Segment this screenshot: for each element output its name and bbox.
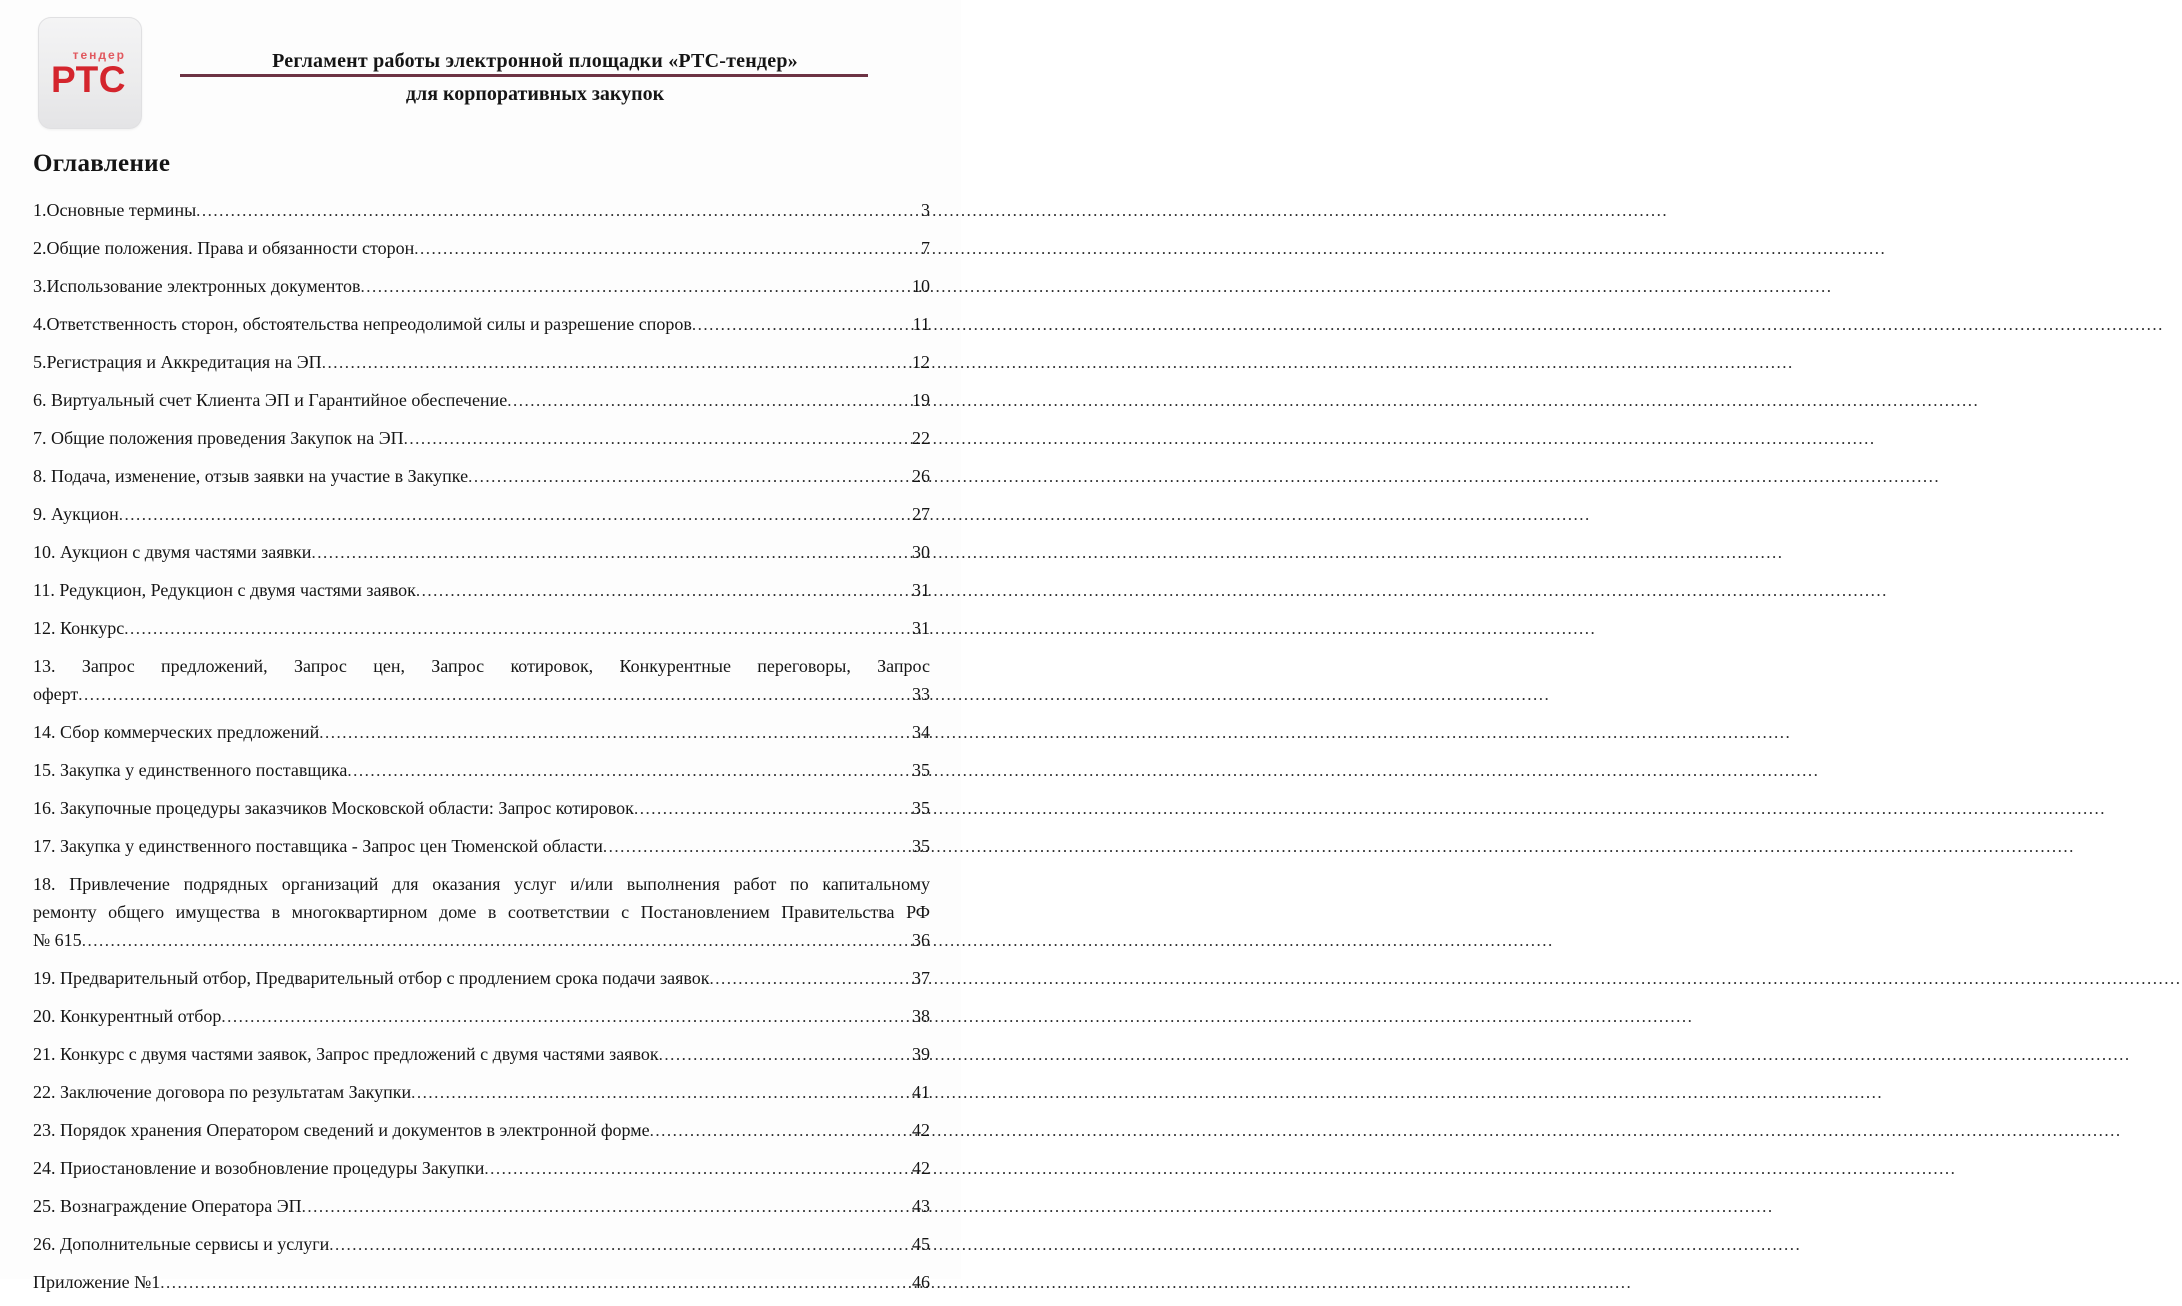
- toc-entry-last-line: [33, 614, 930, 643]
- toc-entry: [33, 386, 930, 415]
- toc-entry-label: 16. Закупочные процедуры заказчиков Московской области: Запрос котировок: [33, 798, 634, 818]
- toc-entry: [33, 1230, 930, 1259]
- toc-leader-dots: [414, 234, 920, 263]
- toc-leader-dots: [507, 386, 911, 415]
- toc-page-number: 31: [912, 580, 930, 600]
- toc-entry: [33, 1078, 930, 1107]
- toc-entry: [33, 576, 930, 605]
- toc-entry-last-line: [33, 272, 930, 301]
- toc-leader-dots: [347, 756, 911, 785]
- toc-entry-label: 17. Закупка у единственного поставщика - Запрос цен Тюменской области: [33, 836, 603, 856]
- toc-page-number: 10: [912, 276, 930, 296]
- toc-entry-last-line: [33, 234, 930, 263]
- toc-entry-label: 2.Общие положения. Права и обязанности сторон: [33, 238, 415, 258]
- toc-entry-label: 11. Редукцион, Редукцион с двумя частями заявок: [33, 580, 416, 600]
- toc-entry-label: 3.Использование электронных документов: [33, 276, 361, 296]
- toc-page-number: 38: [912, 1006, 930, 1026]
- toc-leader-dots: [484, 1154, 911, 1183]
- toc-entry-last-line: [33, 680, 930, 709]
- toc-leader-dots: [404, 424, 911, 453]
- toc-entry: [33, 462, 930, 491]
- toc-page-number: 35: [912, 760, 930, 780]
- toc-entry: [33, 832, 930, 861]
- toc-entry-last-line: [33, 462, 930, 491]
- toc-entry-last-line: [33, 196, 930, 225]
- toc-page-number: 41: [912, 1082, 930, 1102]
- toc-entry-last-line: [33, 1154, 930, 1183]
- toc-entry: [33, 964, 930, 993]
- toc-entry-last-line: [33, 832, 930, 861]
- toc-entry: [33, 424, 930, 453]
- toc-entry-last-line: [33, 386, 930, 415]
- toc-entry: [33, 500, 930, 529]
- toc-entry-last-line: [33, 1002, 930, 1031]
- toc-entry-last-line: [33, 1192, 930, 1221]
- toc-page-number: 27: [912, 504, 930, 524]
- toc-page-number: 35: [912, 798, 930, 818]
- toc-leader-dots: [160, 1268, 911, 1297]
- header-rule: [180, 74, 868, 77]
- toc-leader-dots: [119, 500, 911, 529]
- toc-entry-label: 7. Общие положения проведения Закупок на ЭП: [33, 428, 404, 448]
- toc-entry-label: 20. Конкурентный отбор: [33, 1006, 222, 1026]
- toc-entry: [33, 538, 930, 567]
- toc-entry: [33, 310, 930, 339]
- toc-page-number: 42: [912, 1158, 930, 1178]
- toc-leader-dots: [659, 1040, 911, 1069]
- toc-leader-dots: [411, 1078, 911, 1107]
- document-title-line2: для корпоративных закупок: [405, 83, 665, 105]
- toc-entry-label: 22. Заключение договора по результатам Закупки: [33, 1082, 412, 1102]
- toc-entry-text-line: 18. Привлечение подрядных организаций для оказания услуг и/или выполнения работ по капитальному: [33, 874, 930, 894]
- toc-page-number: 46: [912, 1272, 930, 1292]
- toc-leader-dots: [329, 1230, 911, 1259]
- toc-page-number: 31: [912, 618, 930, 638]
- toc-entry-last-line: [33, 756, 930, 785]
- document-title-line1: Регламент работы электронной площадки «РТС-тендер»: [272, 50, 798, 72]
- toc-page-number: 43: [912, 1196, 930, 1216]
- toc-entry-last-line: [33, 1116, 930, 1145]
- toc-leader-dots: [311, 538, 911, 567]
- toc-leader-dots: [468, 462, 911, 491]
- toc-entry-label: 19. Предварительный отбор, Предварительный отбор с продлением срока подачи заявок: [33, 968, 710, 988]
- toc-entry-text-line: ремонту общего имущества в многоквартирном доме в соответствии с Постановлением Правительства РФ: [33, 902, 930, 922]
- toc-entry-label: 25. Вознаграждение Оператора ЭП: [33, 1196, 302, 1216]
- toc-entry: [33, 1268, 930, 1297]
- rts-tender-logo: [38, 17, 142, 129]
- toc-page-number: 30: [912, 542, 930, 562]
- toc-entry-last-line: [33, 1040, 930, 1069]
- toc-entry-last-line: [33, 1230, 930, 1259]
- toc-entry: [33, 794, 930, 823]
- logo-text-block: [51, 49, 126, 98]
- document-page: [0, 0, 961, 1292]
- logo-tender-text: тендер: [72, 48, 126, 62]
- toc-entry: [33, 870, 930, 955]
- toc-leader-dots: [416, 576, 911, 605]
- toc-entry-last-line: [33, 538, 930, 567]
- toc-entry: [33, 718, 930, 747]
- toc-entry-label: 5.Регистрация и Аккредитация на ЭП: [33, 352, 322, 372]
- toc-entry-last-line: [33, 1268, 930, 1297]
- toc-entry-label: 10. Аукцион с двумя частями заявки: [33, 542, 312, 562]
- toc-leader-dots: [322, 348, 911, 377]
- toc-entry-last-line: [33, 926, 930, 955]
- toc-entry: [33, 1002, 930, 1031]
- toc-entry-label: 4.Ответственность сторон, обстоятельства непреодолимой силы и разрешение споров: [33, 314, 692, 334]
- toc-leader-dots: [603, 832, 911, 861]
- toc-entry: [33, 196, 930, 225]
- toc-list: [33, 196, 930, 1306]
- toc-leader-dots: [124, 614, 911, 643]
- toc-leader-dots: [196, 196, 920, 225]
- toc-entry-label: 12. Конкурс: [33, 618, 125, 638]
- toc-page-number: 37: [912, 968, 930, 988]
- toc-leader-dots: [692, 310, 912, 339]
- toc-entry-last-line: [33, 1078, 930, 1107]
- toc-leader-dots: [82, 926, 911, 955]
- toc-entry-label: оферт: [33, 684, 79, 704]
- toc-entry: [33, 1040, 930, 1069]
- toc-leader-dots: [650, 1116, 911, 1145]
- logo-rts-text: РТС: [50, 59, 126, 100]
- toc-leader-dots: [78, 680, 911, 709]
- toc-entry-last-line: [33, 794, 930, 823]
- toc-page-number: 26: [912, 466, 930, 486]
- toc-entry-last-line: [33, 424, 930, 453]
- toc-entry-label: 24. Приостановление и возобновление процедуры Закупки: [33, 1158, 485, 1178]
- toc-entry-last-line: [33, 964, 930, 993]
- toc-entry-label: 9. Аукцион: [33, 504, 119, 524]
- toc-entry-label: Приложение №1: [33, 1272, 161, 1292]
- toc-heading: Оглавление: [33, 150, 171, 177]
- toc-page-number: 33: [912, 684, 930, 704]
- toc-page-number: 11: [912, 314, 930, 334]
- toc-page-number: 36: [912, 930, 930, 950]
- toc-page-number: 3: [921, 200, 930, 220]
- toc-entry-label: 26. Дополнительные сервисы и услуги: [33, 1234, 330, 1254]
- toc-entry-last-line: [33, 576, 930, 605]
- toc-entry: [33, 652, 930, 709]
- toc-entry: [33, 234, 930, 263]
- toc-leader-dots: [319, 718, 911, 747]
- toc-entry: [33, 1154, 930, 1183]
- toc-page-number: 39: [912, 1044, 930, 1064]
- toc-entry-last-line: [33, 500, 930, 529]
- toc-entry-last-line: [33, 718, 930, 747]
- toc-leader-dots: [710, 964, 911, 993]
- toc-page-number: 45: [912, 1234, 930, 1254]
- toc-entry-label: 6. Виртуальный счет Клиента ЭП и Гарантийное обеспечение: [33, 390, 508, 410]
- toc-entry: [33, 1192, 930, 1221]
- toc-entry-label: № 615: [33, 930, 82, 950]
- toc-entry-label: 1.Основные термины: [33, 200, 197, 220]
- toc-leader-dots: [634, 794, 911, 823]
- toc-page-number: 12: [912, 352, 930, 372]
- toc-page-number: 34: [912, 722, 930, 742]
- toc-leader-dots: [302, 1192, 911, 1221]
- toc-page-number: 35: [912, 836, 930, 856]
- toc-entry-last-line: [33, 310, 930, 339]
- toc-entry: [33, 272, 930, 301]
- toc-entry-label: 14. Сбор коммерческих предложений: [33, 722, 320, 742]
- toc-entry: [33, 1116, 930, 1145]
- toc-page-number: 22: [912, 428, 930, 448]
- toc-entry-label: 21. Конкурс с двумя частями заявок, Запрос предложений с двумя частями заявок: [33, 1044, 659, 1064]
- toc-entry-text-line: 13. Запрос предложений, Запрос цен, Запрос котировок, Конкурентные переговоры, Запрос: [33, 656, 930, 676]
- toc-page-number: 19: [912, 390, 930, 410]
- toc-entry-last-line: [33, 348, 930, 377]
- toc-page-number: 7: [921, 238, 930, 258]
- toc-entry: [33, 756, 930, 785]
- toc-entry-label: 8. Подача, изменение, отзыв заявки на участие в Закупке: [33, 466, 469, 486]
- toc-entry: [33, 614, 930, 643]
- toc-leader-dots: [360, 272, 911, 301]
- toc-page-number: 42: [912, 1120, 930, 1140]
- toc-entry: [33, 348, 930, 377]
- toc-entry-label: 23. Порядок хранения Оператором сведений и документов в электронной форме: [33, 1120, 650, 1140]
- toc-leader-dots: [221, 1002, 911, 1031]
- toc-entry-label: 15. Закупка у единственного поставщика: [33, 760, 348, 780]
